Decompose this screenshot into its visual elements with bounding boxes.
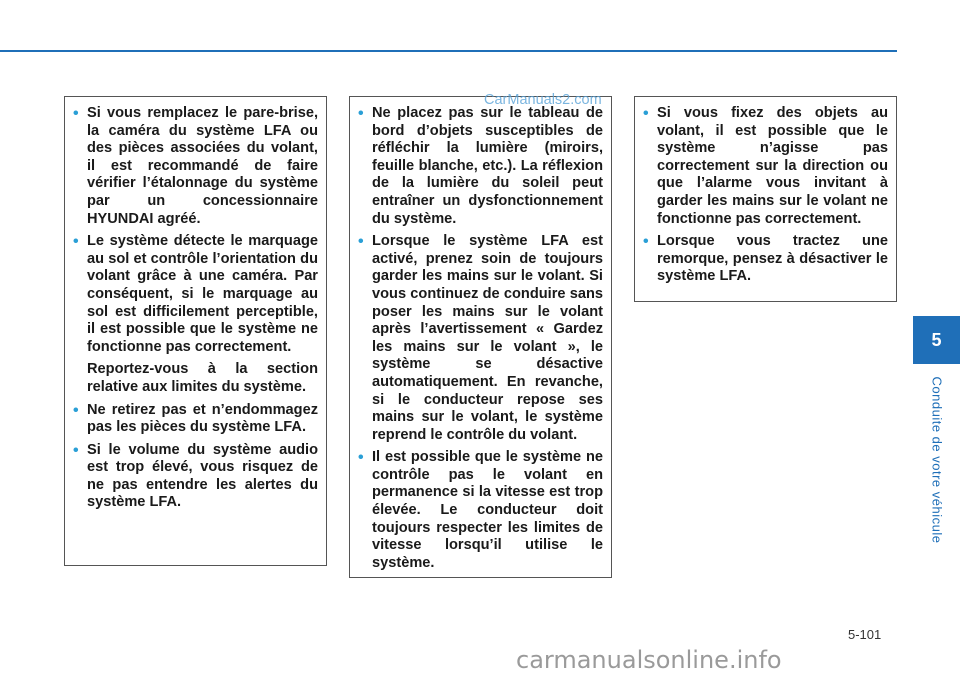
warning-box-left (64, 96, 327, 566)
bullet-item: • Lorsque vous tractez une remorque, pensez à désactiver le système LFA. (643, 233, 888, 286)
warning-box-middle (349, 96, 612, 578)
watermark-bottom: carmanualsonline.info (516, 646, 782, 674)
bullet-item: • Il est possible que le système ne contrôle pas le volant en permanence si la vitesse est trop élevée. Le conducteur doit toujours respecter les limites de vitesse lorsqu’il utilise le système. (358, 449, 603, 572)
bullet-list (358, 105, 603, 572)
warning-box-right (634, 96, 897, 302)
chapter-number-tab: 5 (913, 316, 960, 364)
chapter-title: Conduite de votre véhicule (929, 376, 945, 544)
bullet-list (643, 105, 888, 286)
continuation-text: Reportez-vous à la section relative aux limites du système. (87, 361, 318, 395)
bullet-item: • Lorsque le système LFA est activé, prenez soin de toujours garder les mains sur le volant. Si vous continuez de conduire sans poser les mains sur le volant après l’avertissement « Gardez les mains sur le volant », le système se désactive automatiquement. En revanche, si le conducteur repose ses mains sur le volant, le système reprend le contrôle du volant. (358, 233, 603, 444)
bullet-list (73, 402, 318, 513)
bullet-item: • Si le volume du système audio est trop élevé, vous risquez de ne pas entendre les alertes du système LFA. (73, 442, 318, 512)
bullet-item: • Le système détecte le marquage au sol et contrôle l’orientation du volant grâce à une caméra. Par conséquent, si le marquage au sol est difficilement perceptible, il est possible que le système ne fonctionne pas correctement. (73, 233, 318, 356)
bullet-list (73, 105, 318, 356)
header-rule (0, 50, 897, 52)
bullet-item: • Si vous fixez des objets au volant, il est possible que le système n’agisse pas correctement sur la direction ou que l’alarme vous invitant à garder les mains sur le volant ne fonctionne pas correctement. (643, 105, 888, 228)
bullet-item: • Si vous remplacez le pare-brise, la caméra du système LFA ou des pièces associées du volant, il est recommandé de faire vérifier l’étalonnage du système par un concessionnaire HYUNDAI agréé. (73, 105, 318, 228)
watermark-top: CarManuals2.com (484, 92, 602, 108)
page-number: 5-101 (848, 627, 882, 642)
bullet-item: • Ne placez pas sur le tableau de bord d’objets susceptibles de réfléchir la lumière (miroirs, feuille blanche, etc.). La réflexion de la lumière du soleil peut entraîner un dysfonctionnement du système. (358, 105, 603, 228)
bullet-item: • Ne retirez pas et n’endommagez pas les pièces du système LFA. (73, 402, 318, 437)
